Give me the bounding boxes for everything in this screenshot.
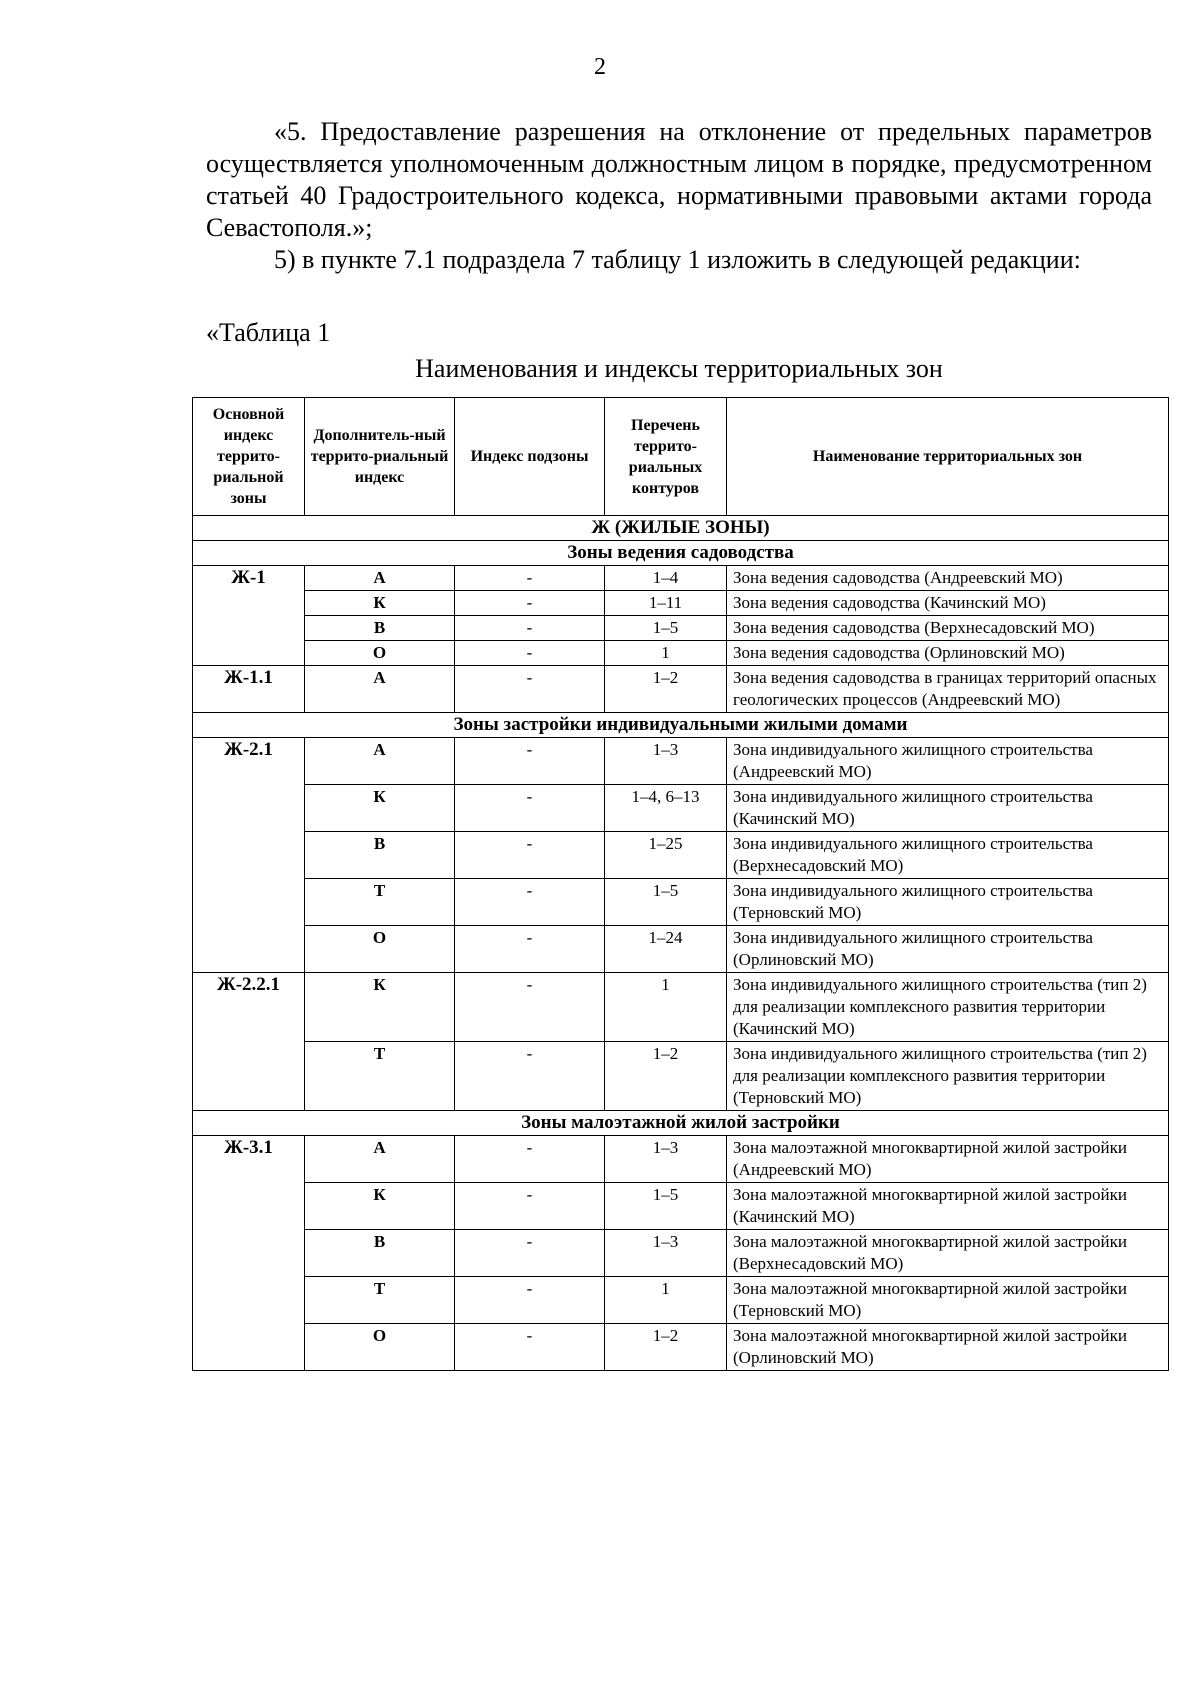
contours-list: 1–5 — [605, 879, 727, 926]
contours-list: 1–25 — [605, 832, 727, 879]
zone-main-index: Ж-3.1 — [193, 1136, 305, 1371]
subzone-index: - — [455, 566, 605, 591]
table-title: Наименования и индексы территориальных зон — [415, 354, 943, 383]
table-row — [193, 1277, 1169, 1324]
additional-index: А — [305, 1136, 455, 1183]
additional-index: Т — [305, 1042, 455, 1111]
subzone-index: - — [455, 666, 605, 713]
additional-index: К — [305, 591, 455, 616]
contours-list: 1–3 — [605, 1136, 727, 1183]
section-title: Ж (ЖИЛЫЕ ЗОНЫ) — [193, 516, 1169, 541]
contours-list: 1–2 — [605, 1324, 727, 1371]
zone-main-index: Ж-1.1 — [193, 666, 305, 713]
contours-list: 1–2 — [605, 666, 727, 713]
additional-index: О — [305, 641, 455, 666]
paragraph-text: «5. Предоставление разрешения на отклонение от предельных параметров осуществляется уполномоченным должностным лицом в порядке, предусмотренном статьей 40 Градостроительного кодекса, нормативными правовыми актами города Севастополя.»; — [206, 117, 1152, 242]
subzone-index: - — [455, 738, 605, 785]
header-main-index: Основной индекс террито-риальной зоны — [193, 398, 305, 516]
subzone-index: - — [455, 1277, 605, 1324]
table-row — [193, 1183, 1169, 1230]
additional-index: А — [305, 738, 455, 785]
contours-list: 1 — [605, 973, 727, 1042]
group-row — [193, 1111, 1169, 1136]
contours-list: 1–4, 6–13 — [605, 785, 727, 832]
paragraph-1 — [206, 116, 1152, 244]
subzone-index: - — [455, 879, 605, 926]
zone-name: Зона малоэтажной многоквартирной жилой застройки (Верхнесадовский МО) — [727, 1230, 1169, 1277]
table-row — [193, 641, 1169, 666]
subzone-index: - — [455, 973, 605, 1042]
subzone-index: - — [455, 1230, 605, 1277]
additional-index: В — [305, 832, 455, 879]
contours-list: 1–24 — [605, 926, 727, 973]
additional-index: О — [305, 1324, 455, 1371]
group-title: Зоны ведения садоводства — [193, 541, 1169, 566]
zone-name: Зона индивидуального жилищного строительства (тип 2) для реализации комплексного развития территории (Качинский МО) — [727, 973, 1169, 1042]
additional-index: К — [305, 785, 455, 832]
additional-index: О — [305, 926, 455, 973]
additional-index: А — [305, 566, 455, 591]
additional-index: В — [305, 1230, 455, 1277]
header-additional-index: Дополнитель-ный террито-риальный индекс — [305, 398, 455, 516]
subzone-index: - — [455, 832, 605, 879]
zone-name: Зона ведения садоводства (Андреевский МО) — [727, 566, 1169, 591]
contours-list: 1–2 — [605, 1042, 727, 1111]
table-row — [193, 785, 1169, 832]
contours-list: 1–11 — [605, 591, 727, 616]
table-header-row — [193, 398, 1169, 516]
table-row — [193, 591, 1169, 616]
subzone-index: - — [455, 1042, 605, 1111]
contours-list: 1 — [605, 641, 727, 666]
subzone-index: - — [455, 641, 605, 666]
zone-name: Зона индивидуального жилищного строительства (Терновский МО) — [727, 879, 1169, 926]
table-row — [193, 616, 1169, 641]
contours-list: 1–5 — [605, 1183, 727, 1230]
zone-main-index: Ж-1 — [193, 566, 305, 666]
zone-name: Зона индивидуального жилищного строительства (Качинский МО) — [727, 785, 1169, 832]
zone-name: Зона ведения садоводства в границах территорий опасных геологических процессов (Андреевский МО) — [727, 666, 1169, 713]
header-contours: Перечень террито-риальных контуров — [605, 398, 727, 516]
table-row — [193, 738, 1169, 785]
subzone-index: - — [455, 1324, 605, 1371]
table-row — [193, 879, 1169, 926]
subzone-index: - — [455, 926, 605, 973]
section-row — [193, 516, 1169, 541]
table-row — [193, 973, 1169, 1042]
table-row — [193, 832, 1169, 879]
subzone-index: - — [455, 1183, 605, 1230]
table-row — [193, 1136, 1169, 1183]
contours-list: 1–4 — [605, 566, 727, 591]
zone-name: Зона индивидуального жилищного строительства (Андреевский МО) — [727, 738, 1169, 785]
zone-name: Зона ведения садоводства (Орлиновский МО) — [727, 641, 1169, 666]
table-body — [193, 516, 1169, 1371]
subzone-index: - — [455, 591, 605, 616]
subzone-index: - — [455, 616, 605, 641]
table-row — [193, 566, 1169, 591]
table-row — [193, 926, 1169, 973]
additional-index: Т — [305, 879, 455, 926]
table-row — [193, 1230, 1169, 1277]
additional-index: В — [305, 616, 455, 641]
zone-name: Зона малоэтажной многоквартирной жилой застройки (Андреевский МО) — [727, 1136, 1169, 1183]
group-row — [193, 713, 1169, 738]
contours-list: 1–3 — [605, 738, 727, 785]
paragraph-2 — [206, 244, 1152, 276]
zone-name: Зона малоэтажной многоквартирной жилой застройки (Качинский МО) — [727, 1183, 1169, 1230]
zone-name: Зона индивидуального жилищного строительства (тип 2) для реализации комплексного развития территории (Терновский МО) — [727, 1042, 1169, 1111]
subzone-index: - — [455, 785, 605, 832]
contours-list: 1 — [605, 1277, 727, 1324]
additional-index: А — [305, 666, 455, 713]
contours-list: 1–3 — [605, 1230, 727, 1277]
contours-list: 1–5 — [605, 616, 727, 641]
group-row — [193, 541, 1169, 566]
table-row — [193, 1324, 1169, 1371]
page-number: 2 — [594, 54, 606, 80]
group-title: Зоны малоэтажной жилой застройки — [193, 1111, 1169, 1136]
header-zone-name: Наименование территориальных зон — [727, 398, 1169, 516]
table-row — [193, 666, 1169, 713]
zone-name: Зона ведения садоводства (Верхнесадовский МО) — [727, 616, 1169, 641]
zones-table — [192, 397, 1169, 1371]
subzone-index: - — [455, 1136, 605, 1183]
additional-index: К — [305, 973, 455, 1042]
paragraph-text: 5) в пункте 7.1 подраздела 7 таблицу 1 изложить в следующей редакции: — [274, 245, 1081, 274]
zone-main-index: Ж-2.2.1 — [193, 973, 305, 1111]
zone-name: Зона ведения садоводства (Качинский МО) — [727, 591, 1169, 616]
zone-name: Зона малоэтажной многоквартирной жилой застройки (Орлиновский МО) — [727, 1324, 1169, 1371]
additional-index: К — [305, 1183, 455, 1230]
table-label: «Таблица 1 — [206, 318, 331, 347]
group-title: Зоны застройки индивидуальными жилыми домами — [193, 713, 1169, 738]
table-row — [193, 1042, 1169, 1111]
zone-name: Зона индивидуального жилищного строительства (Верхнесадовский МО) — [727, 832, 1169, 879]
header-subzone-index: Индекс подзоны — [455, 398, 605, 516]
zone-name: Зона индивидуального жилищного строительства (Орлиновский МО) — [727, 926, 1169, 973]
zone-name: Зона малоэтажной многоквартирной жилой застройки (Терновский МО) — [727, 1277, 1169, 1324]
zone-main-index: Ж-2.1 — [193, 738, 305, 973]
additional-index: Т — [305, 1277, 455, 1324]
